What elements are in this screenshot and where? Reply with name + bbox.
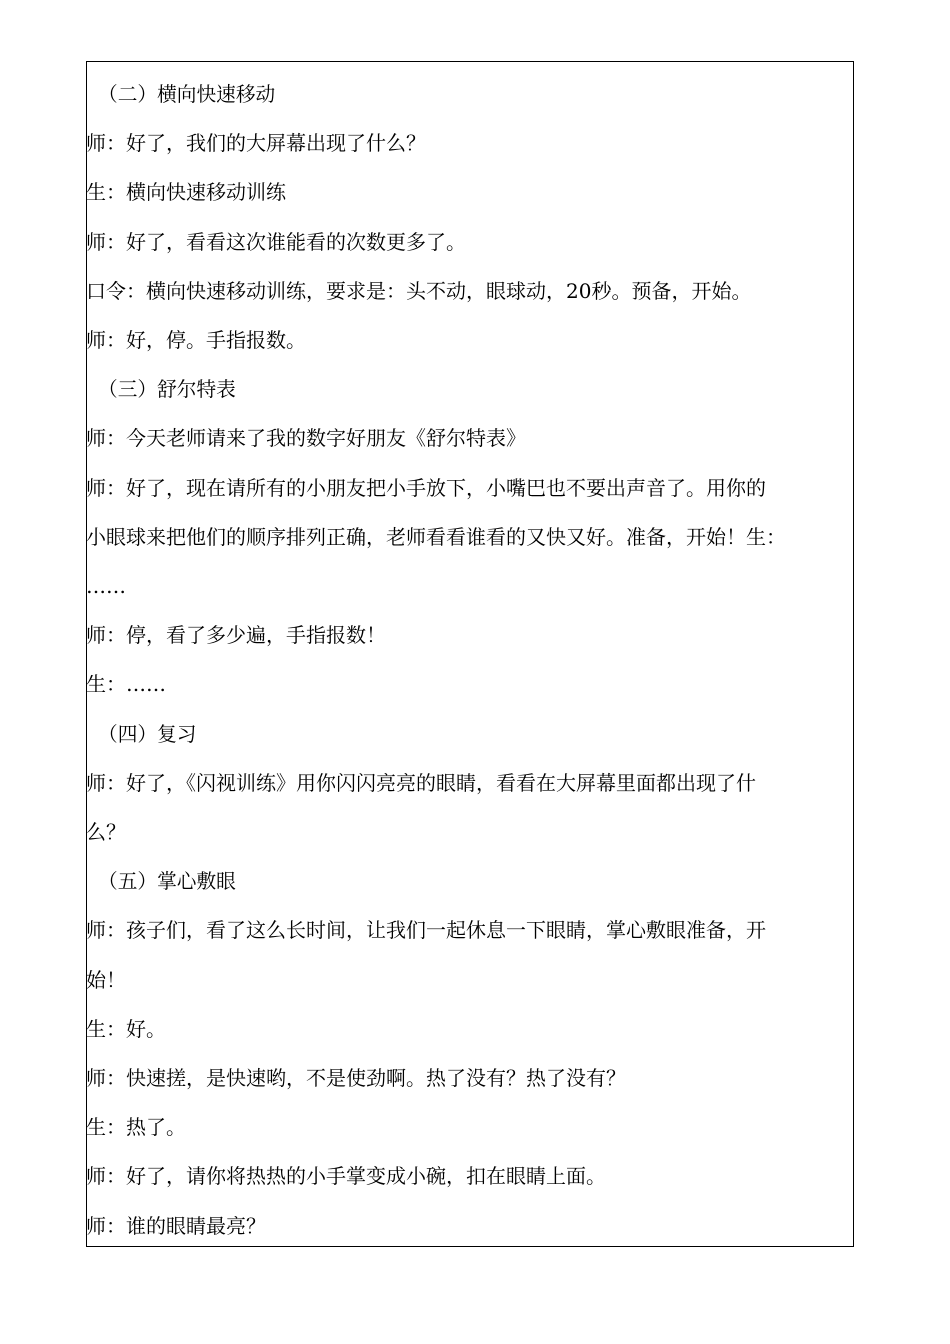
dialogue-line: 生：好。 bbox=[86, 1016, 166, 1041]
dialogue-line: 始！ bbox=[86, 967, 126, 992]
section-heading: （五）掌心敷眼 bbox=[98, 869, 236, 894]
dialogue-line: 师：孩子们，看了这么长时间，让我们一起休息一下眼睛，掌心敷眼准备，开 bbox=[86, 918, 766, 943]
dialogue-line: 师：今天老师请来了我的数字好朋友《舒尔特表》 bbox=[86, 426, 526, 451]
dialogue-line: 生：热了。 bbox=[86, 1115, 186, 1140]
dialogue-line: 小眼球来把他们的顺序排列正确，老师看看谁看的又快又好。准备，开始！生： bbox=[86, 524, 786, 549]
section-heading: （三）舒尔特表 bbox=[98, 377, 236, 402]
dialogue-line: 生：…… bbox=[86, 672, 166, 697]
dialogue-line: 师：谁的眼睛最亮？ bbox=[86, 1213, 266, 1238]
dialogue-line: 师：好，停。手指报数。 bbox=[86, 328, 306, 352]
dialogue-line: 师：停，看了多少遍，手指报数！ bbox=[86, 623, 386, 648]
dialogue-line: 师：好了，现在请所有的小朋友把小手放下，小嘴巴也不要出声音了。用你的 bbox=[86, 475, 766, 500]
section-heading: （四）复习 bbox=[98, 721, 197, 746]
section-heading: （二）横向快速移动 bbox=[98, 82, 276, 106]
dialogue-line: 师：好了，看看这次谁能看的次数更多了。 bbox=[86, 229, 466, 254]
dialogue-line: 师：快速搓，是快速哟，不是使劲啊。热了没有？热了没有？ bbox=[86, 1066, 626, 1090]
dialogue-line: 师：好了，《闪视训练》用你闪闪亮亮的眼睛，看看在大屏幕里面都出现了什 bbox=[86, 770, 756, 795]
dialogue-line: 么？ bbox=[86, 820, 126, 844]
dialogue-line: 口令：横向快速移动训练，要求是：头不动，眼球动，20秒。预备，开始。 bbox=[86, 278, 752, 303]
dialogue-line: 师：好了，我们的大屏幕出现了什么？ bbox=[86, 131, 426, 156]
dialogue-line: 师：好了，请你将热热的小手掌变成小碗，扣在眼睛上面。 bbox=[86, 1164, 606, 1189]
dialogue-line: 生：横向快速移动训练 bbox=[86, 180, 286, 205]
dialogue-line: …… bbox=[86, 574, 126, 598]
